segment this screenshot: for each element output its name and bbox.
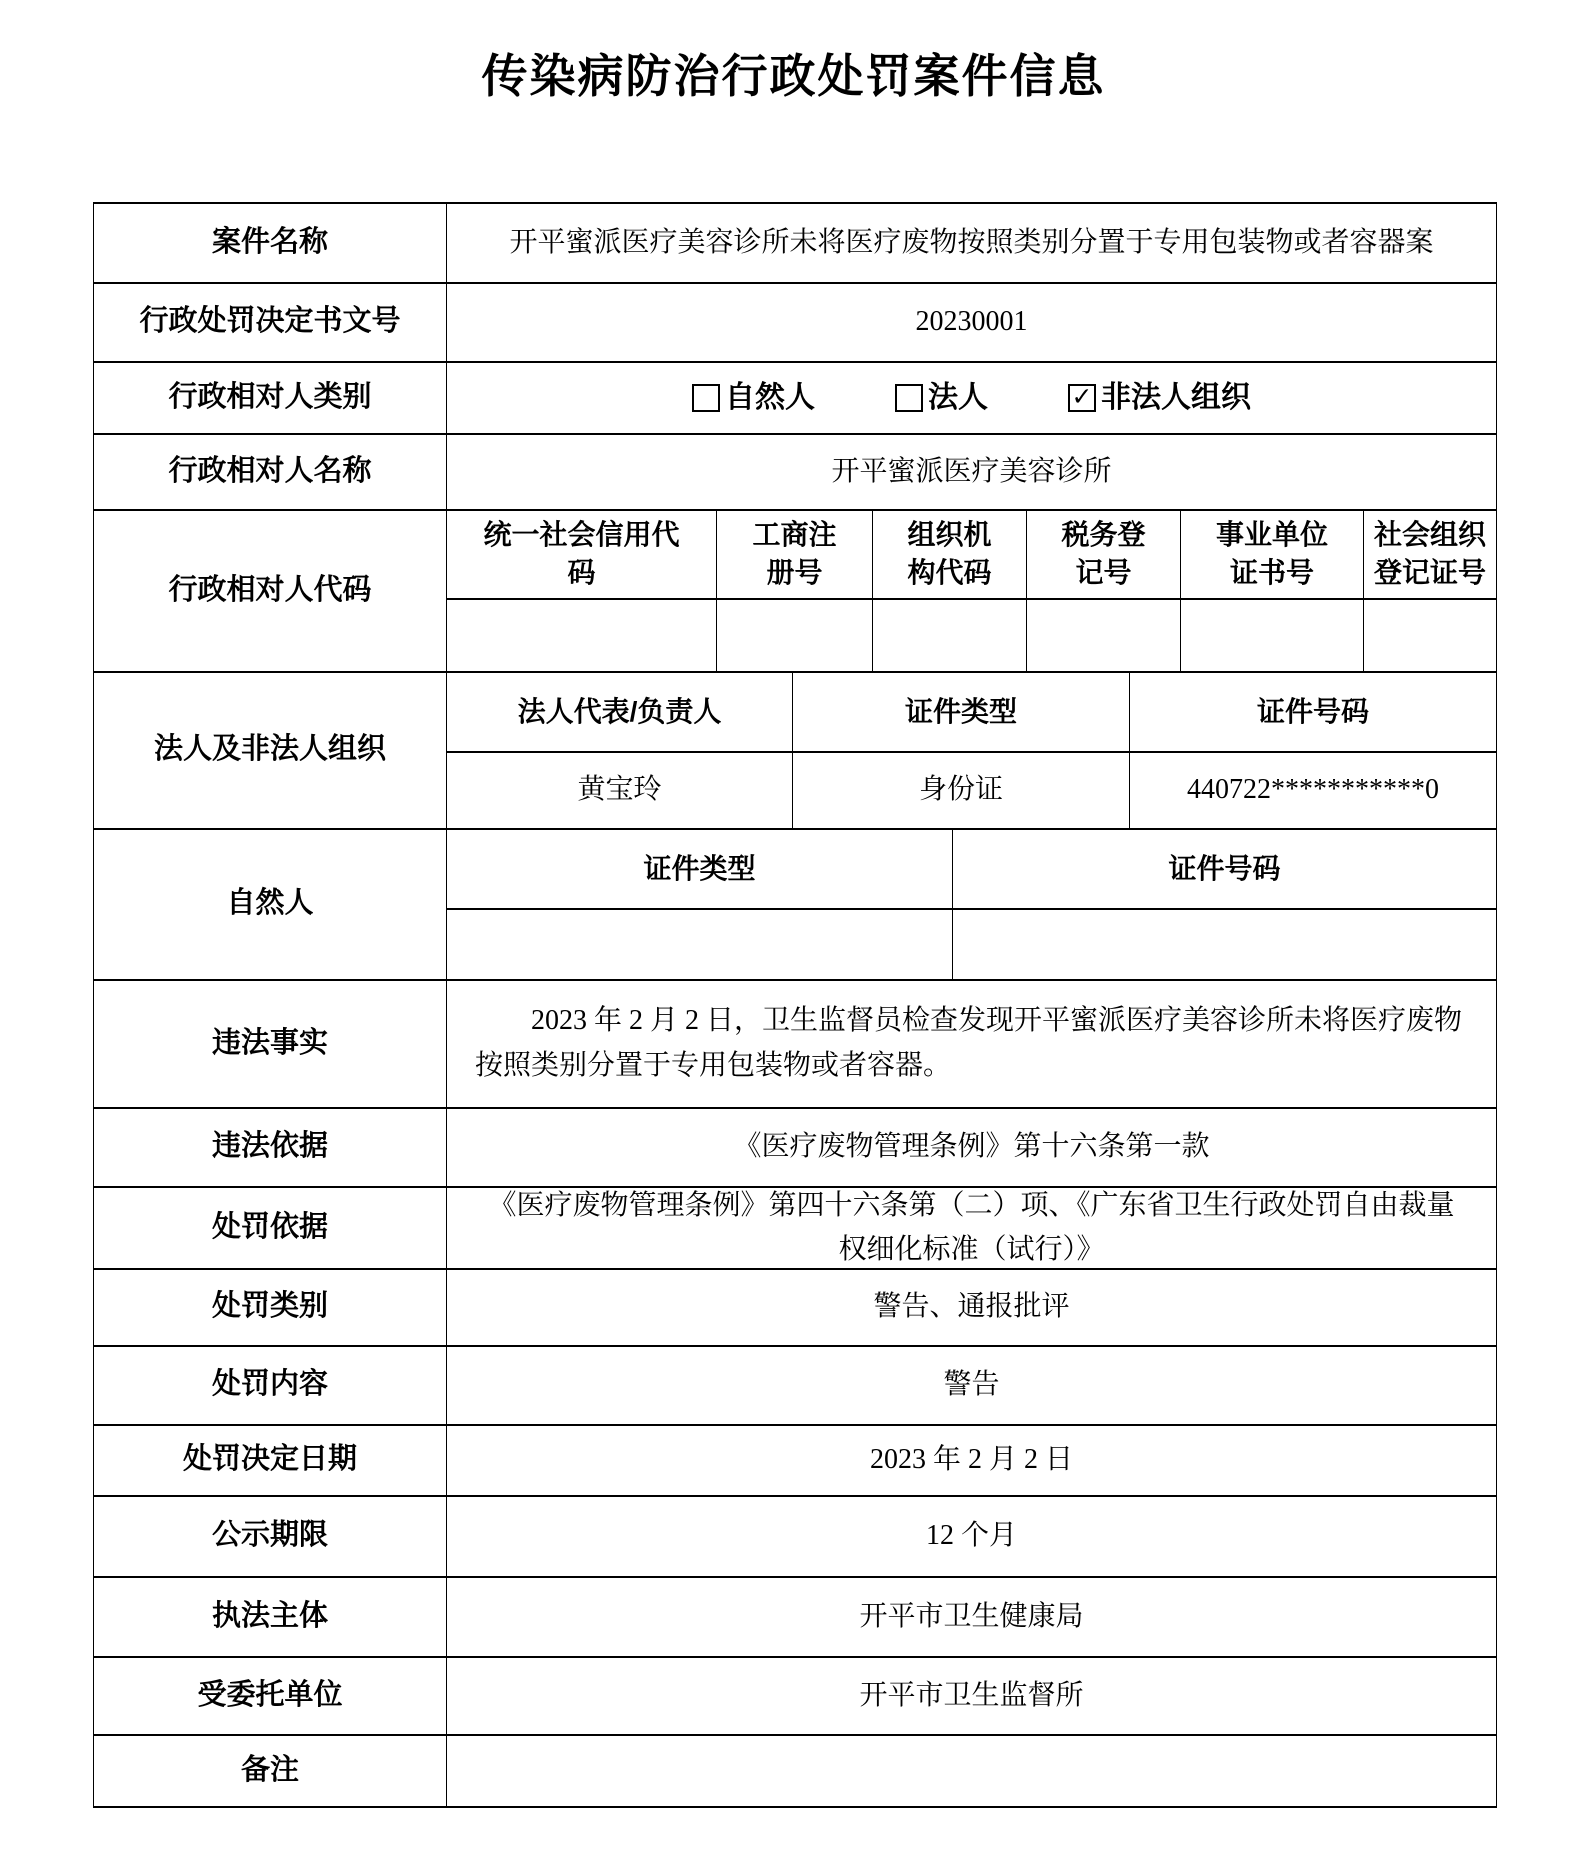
col-unified-social-credit-code — [447, 511, 717, 598]
checkbox-icon — [692, 384, 720, 412]
col-tax-reg-no — [1027, 511, 1181, 598]
col-id-number — [1130, 673, 1496, 751]
col-social-org-reg-no — [1364, 511, 1496, 598]
illegal-fact-text: 2023 年 2 月 2 日，卫生监督员检查发现开平蜜派医疗美容诊所未将医疗废物按照类别分置于专用包装物或者容器。 — [475, 1004, 1463, 1081]
value-tax-reg-no — [1027, 600, 1181, 671]
value-legal-representative: 黄宝玲 — [447, 753, 793, 828]
penalty-type-label: 处罚类别 — [94, 1270, 447, 1345]
col-header-text: 证件号码 — [1256, 695, 1369, 727]
col-org-code — [873, 511, 1027, 598]
penalty-content-value: 警告 — [943, 1369, 1000, 1401]
case-info-table — [93, 202, 1497, 1808]
row-case-name — [94, 204, 1496, 284]
row-penalty-type — [94, 1270, 1496, 1347]
penalty-type-value: 警告、通报批评 — [873, 1291, 1070, 1323]
publicity-period-value: 12 个月 — [925, 1520, 1017, 1552]
decision-no-value: 20230001 — [915, 306, 1028, 338]
value-business-reg-no — [717, 600, 873, 671]
party-name-label: 行政相对人名称 — [94, 435, 447, 509]
illegal-basis-value: 《医疗废物管理条例》第十六条第一款 — [733, 1131, 1210, 1163]
col-header-text: 法人代表/负责人 — [517, 695, 722, 727]
col-legal-representative — [447, 673, 793, 751]
value-id-number — [953, 910, 1496, 979]
illegal-basis-label: 违法依据 — [94, 1109, 447, 1186]
col-institution-cert-no — [1181, 511, 1364, 598]
value-id-type — [447, 910, 953, 979]
col-header-text: 证件号码 — [1168, 852, 1281, 884]
row-decision-date — [94, 1426, 1496, 1497]
row-natural-person — [94, 830, 1496, 981]
publicity-period-label: 公示期限 — [94, 1497, 447, 1576]
remarks-label: 备注 — [94, 1736, 447, 1806]
row-party-name — [94, 435, 1496, 511]
col-header-text: 组织机构代码 — [907, 519, 992, 588]
row-party-type — [94, 363, 1496, 435]
row-enforcement-body — [94, 1578, 1496, 1658]
enforcement-body-label: 执法主体 — [94, 1578, 447, 1656]
penalty-basis-text: 《医疗废物管理条例》第四十六条第（二）项、《广东省卫生行政处罚自由裁量权细化标准（试行）》 — [488, 1190, 1455, 1265]
col-header-text: 统一社会信用代码 — [483, 519, 680, 588]
natural-person-header-row — [447, 830, 1496, 910]
decision-date-value: 2023 年 2 月 2 日 — [869, 1444, 1073, 1476]
col-header-text: 证件类型 — [643, 852, 756, 884]
col-header-text: 税务登记号 — [1061, 519, 1146, 588]
legal-org-value-row — [447, 753, 1496, 828]
case-name-value — [447, 204, 1496, 282]
natural-person-value-row — [447, 910, 1496, 979]
row-remarks — [94, 1736, 1496, 1806]
legal-org-label: 法人及非法人组织 — [94, 673, 447, 828]
party-codes-label: 行政相对人代码 — [94, 511, 447, 671]
party-name-value: 开平蜜派医疗美容诊所 — [831, 455, 1112, 487]
party-type-option-legal-person — [895, 377, 988, 419]
row-illegal-fact — [94, 981, 1496, 1109]
decision-date-label: 处罚决定日期 — [94, 1426, 447, 1495]
natural-person-label: 自然人 — [94, 830, 447, 979]
row-penalty-basis — [94, 1188, 1496, 1270]
legal-org-header-row — [447, 673, 1496, 753]
party-type-option-unincorporated-org — [1068, 377, 1251, 419]
remarks-value — [447, 1736, 1496, 1806]
option-label: 非法人组织 — [1101, 380, 1251, 414]
party-codes-value-row — [447, 600, 1496, 671]
checkbox-icon — [1068, 384, 1096, 412]
col-header-text: 事业单位证书号 — [1215, 519, 1328, 588]
col-business-reg-no — [717, 511, 873, 598]
illegal-fact-value — [447, 981, 1496, 1107]
party-type-option-natural-person — [692, 377, 815, 419]
option-label: 自然人 — [725, 380, 815, 414]
row-penalty-content — [94, 1347, 1496, 1426]
legal-org-subtable — [447, 673, 1496, 828]
natural-person-subtable — [447, 830, 1496, 979]
checkbox-icon — [895, 384, 923, 412]
penalty-basis-value — [447, 1188, 1496, 1268]
enforcement-body-value: 开平市卫生健康局 — [859, 1600, 1084, 1632]
col-id-number — [953, 830, 1496, 908]
row-illegal-basis — [94, 1109, 1496, 1188]
value-social-org-reg-no — [1364, 600, 1496, 671]
row-legal-org — [94, 673, 1496, 830]
col-header-text: 社会组织登记证号 — [1373, 519, 1486, 588]
value-id-type: 身份证 — [793, 753, 1130, 828]
row-party-codes — [94, 511, 1496, 673]
col-header-text: 工商注册号 — [752, 519, 837, 588]
value-institution-cert-no — [1181, 600, 1364, 671]
check-mark-icon: ✓ — [1071, 383, 1093, 411]
col-id-type — [447, 830, 953, 908]
party-type-options — [447, 363, 1496, 433]
penalty-content-label: 处罚内容 — [94, 1347, 447, 1424]
entrusted-unit-label: 受委托单位 — [94, 1658, 447, 1734]
illegal-fact-label: 违法事实 — [94, 981, 447, 1107]
entrusted-unit-value: 开平市卫生监督所 — [859, 1679, 1084, 1711]
row-decision-no — [94, 284, 1496, 363]
col-id-type — [793, 673, 1130, 751]
party-type-label: 行政相对人类别 — [94, 363, 447, 433]
case-name-label: 案件名称 — [94, 204, 447, 282]
decision-no-label: 行政处罚决定书文号 — [94, 284, 447, 361]
case-name-text: 开平蜜派医疗美容诊所未将医疗废物按照类别分置于专用包装物或者容器案 — [509, 226, 1434, 258]
party-codes-subtable — [447, 511, 1496, 671]
penalty-basis-label: 处罚依据 — [94, 1188, 447, 1268]
value-id-number: 440722***********0 — [1187, 774, 1439, 806]
option-label: 法人 — [928, 380, 988, 414]
page-title: 传染病防治行政处罚案件信息 — [481, 51, 1106, 102]
col-header-text: 证件类型 — [904, 695, 1017, 727]
row-entrusted-unit — [94, 1658, 1496, 1736]
value-org-code — [873, 600, 1027, 671]
value-unified-social-credit-code — [447, 600, 717, 671]
party-codes-header-row — [447, 511, 1496, 600]
row-publicity-period — [94, 1497, 1496, 1578]
